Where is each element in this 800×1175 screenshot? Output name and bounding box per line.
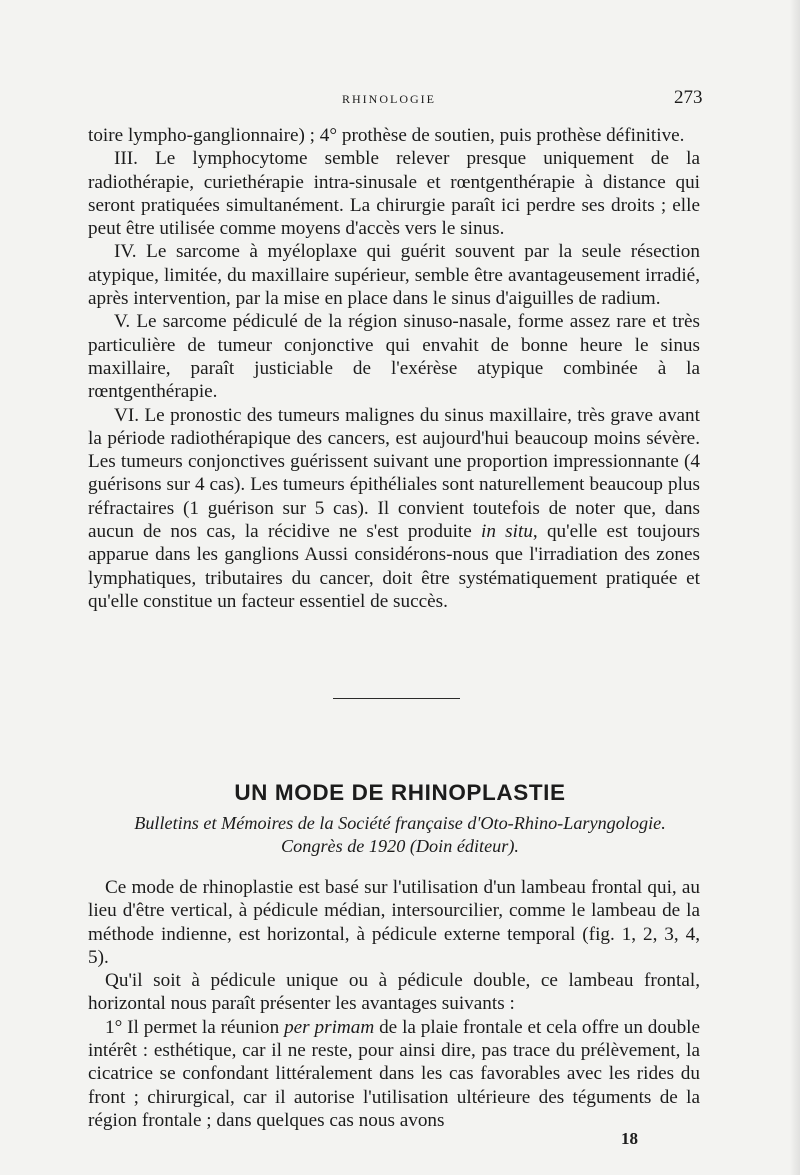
italic-term: per primam	[284, 1016, 375, 1038]
running-title: RHINOLOGIE	[342, 92, 436, 106]
paragraph: III. Le lymphocytome semble relever presque uniquement de la radiothérapie, curiethérapie intra-sinusale et rœntgenthérapie à distance qui seront pratiquées simultanément. La chirurgie paraît ici perdre ses droits ; elle peut être utilisée comme moyens d'accès vers le sinus.	[88, 148, 700, 240]
text-run: 1° Il permet la réunion	[105, 1016, 285, 1038]
citation-line: Congrès de 1920 (Doin éditeur).	[281, 835, 519, 856]
paragraph	[88, 404, 700, 614]
italic-term: in situ	[481, 521, 533, 543]
paragraph: Qu'il soit à pédicule unique ou à pédicule double, ce lambeau frontal, horizontal nous paraît présenter les avantages suivants :	[88, 970, 700, 1015]
paragraph	[88, 1016, 700, 1132]
page-number: 273	[674, 87, 703, 108]
section-divider	[333, 698, 460, 699]
conclusions-text	[88, 124, 700, 613]
paragraph: IV. Le sarcome à myéloplaxe qui guérit souvent par la seule résection atypique, limitée, du maxillaire supérieur, semble être avantageusement irradié, après intervention, par la mise en place dans le sinus d'aiguilles de radium.	[88, 241, 700, 310]
signature-number: 18	[621, 1129, 638, 1148]
paragraph: toire lympho-ganglionnaire) ; 4° prothèse de soutien, puis prothèse définitive.	[88, 125, 685, 146]
text-run: de la plaie frontale et cela offre un double intérêt : esthétique, car il ne reste, pour ainsi dire, pas trace du prélèvement, la cicatrice se confondant littéralement dans les cas favorables avec les rides du front ; chirurgical, car il autorise l'utilisation ultérieure des téguments de la région frontale ; dans quelques cas nous avons	[88, 1016, 701, 1131]
citation-line: Bulletins et Mémoires de la Société française d'Oto-Rhino-Laryngologie.	[134, 813, 666, 833]
paragraph: V. Le sarcome pédiculé de la région sinuso-nasale, forme assez rare et très particulière de tumeur conjonctive qui envahit de bonne heure le sinus maxillaire, paraît justiciable de l'exérèse atypique combinée à la rœntgenthérapie.	[88, 311, 700, 403]
paragraph: Ce mode de rhinoplastie est basé sur l'utilisation d'un lambeau frontal qui, au lieu d'être vertical, à pédicule médian, intersourcilier, comme le lambeau de la méthode indienne, est horizontal, à pédicule externe temporal (fig. 1, 2, 3, 4, 5).	[88, 877, 700, 968]
rhinoplasty-text	[88, 876, 700, 1132]
text-run: , qu'elle est toujours apparue dans les ganglions Aussi considérons-nous que l'irradiation des zones lymphatiques, tributaires du cancer, doit être systématiquement pratiquée et qu'elle constitue un facteur essentiel de succès.	[88, 521, 701, 612]
text-run: VI. Le pronostic des tumeurs malignes du sinus maxillaire, très grave avant la période radiothérapique des cancers, est aujourd'hui beaucoup moins sévère. Les tumeurs conjonctives guérissent suivant une proportion impressionnante (4 guérisons sur 4 cas). Les tumeurs épithéliales sont naturellement beaucoup plus réfractaires (1 guérison sur 5 cas). Il convient toutefois de noter que, dans aucun de nos cas, la récidive ne s'est produite	[88, 404, 700, 543]
section-title: UN MODE DE RHINOPLASTIE	[234, 780, 566, 805]
source-citation	[0, 812, 800, 857]
